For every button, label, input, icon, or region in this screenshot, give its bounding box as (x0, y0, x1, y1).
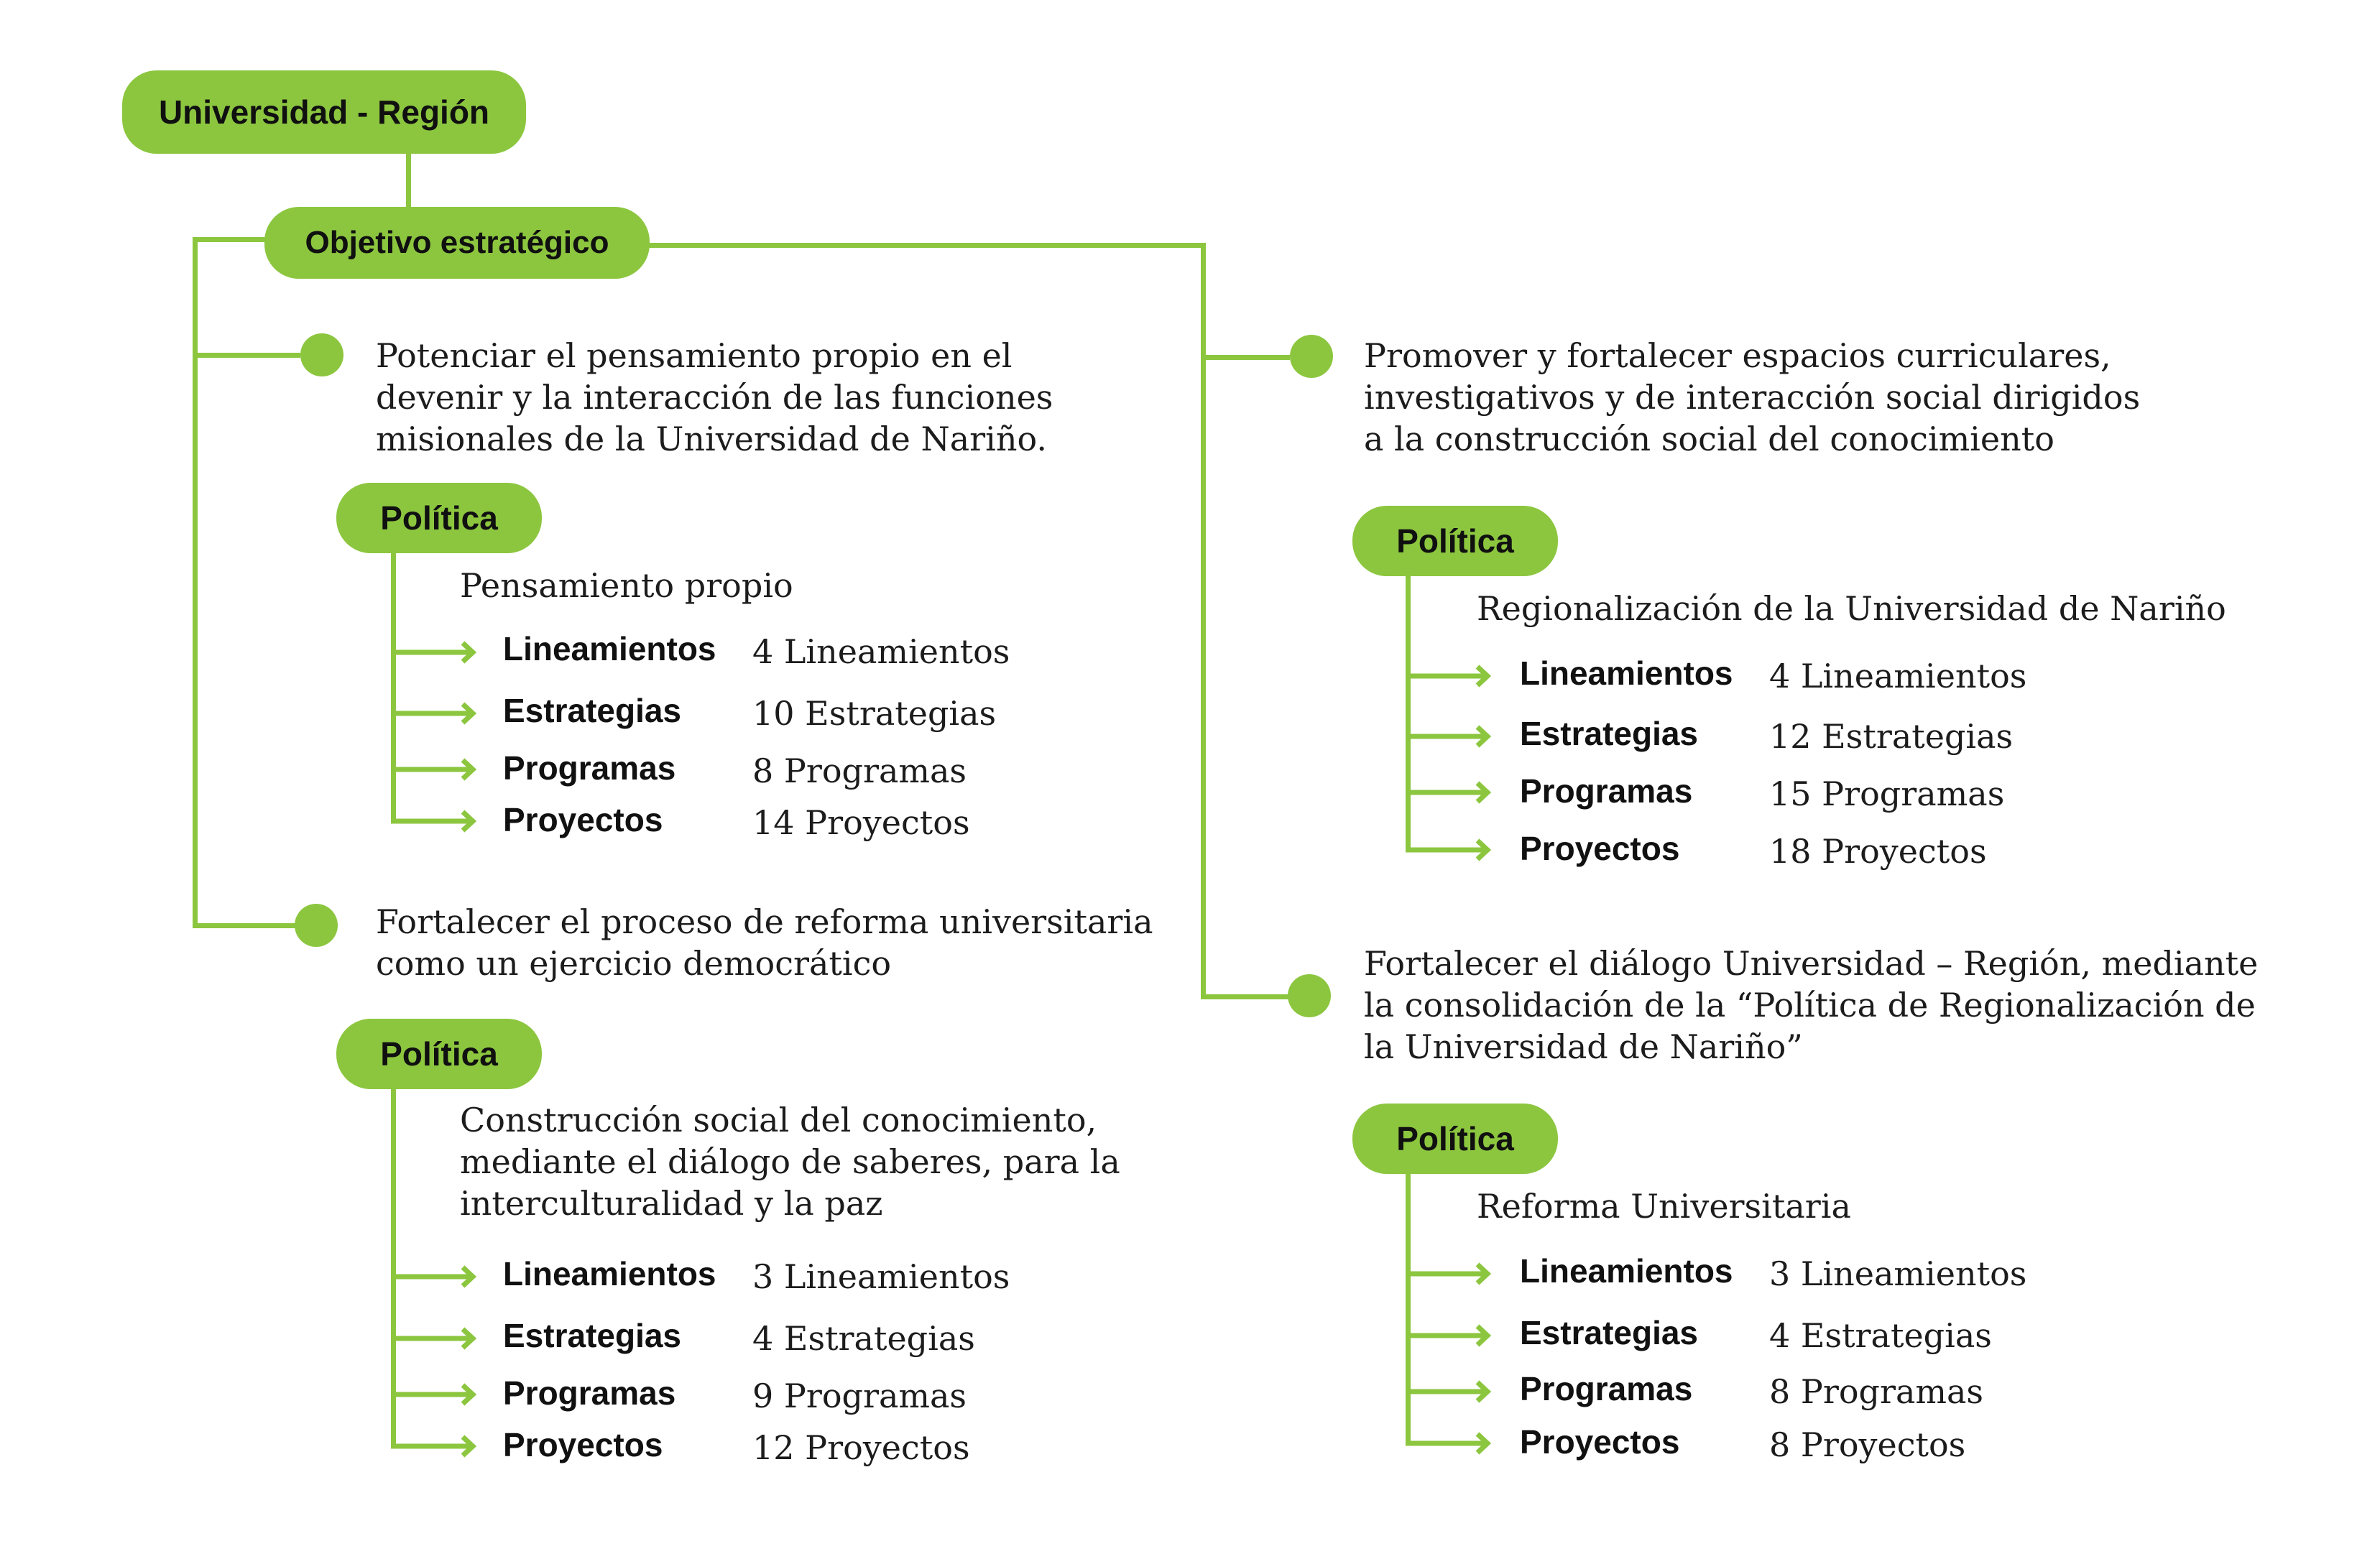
item-value: 12 Estrategias (1769, 717, 2014, 756)
item-label: Estrategias (503, 692, 682, 729)
objective-text-2: Fortalecer el proceso de reforma universitaria como un ejercicio democrático (376, 902, 1153, 983)
item-value: 4 Estrategias (1769, 1316, 1992, 1355)
policy-stem-4 (1406, 1172, 1411, 1445)
arrow-3-1 (1406, 674, 1492, 678)
item-value: 14 Proyectos (752, 803, 970, 842)
item-label: Programas (1520, 772, 1693, 810)
arrow-1-3 (391, 767, 477, 772)
item-value: 3 Lineamientos (1769, 1254, 2027, 1293)
arrow-2-1 (391, 1275, 477, 1279)
arrow-3-4 (1406, 848, 1492, 852)
objective-bullet-2 (295, 904, 338, 947)
arrow-2-4 (391, 1444, 477, 1448)
objective-label: Objetivo estratégico (305, 225, 609, 260)
item-value: 4 Estrategias (752, 1319, 975, 1358)
arrow-1-4 (391, 819, 477, 823)
item-value: 10 Estrategias (752, 694, 997, 733)
item-value: 9 Programas (752, 1377, 967, 1415)
item-label: Proyectos (1520, 830, 1680, 867)
objective-bullet-1 (300, 333, 343, 376)
right-branch-2 (1201, 994, 1290, 999)
arrow-1-1 (391, 650, 477, 654)
left-branch-2 (193, 923, 300, 928)
item-label: Lineamientos (503, 1255, 716, 1292)
root-connector (406, 152, 411, 210)
policy-label-2: Política (380, 1035, 498, 1073)
policy-text-4: Reforma Universitaria (1477, 1187, 1851, 1226)
item-value: 18 Proyectos (1769, 832, 1987, 871)
root-node (122, 70, 526, 154)
objective-text-3: Promover y fortalecer espacios curriculares, investigativos y de interacción social dirigidos a la construcción social del conocimiento (1364, 336, 2141, 458)
policy-text-3: Regionalización de la Universidad de Nariño (1477, 589, 2226, 628)
item-value: 8 Programas (752, 751, 967, 790)
policy-label-1: Política (380, 499, 498, 537)
arrow-4-1 (1406, 1272, 1492, 1276)
arrow-4-2 (1406, 1333, 1492, 1338)
item-label: Proyectos (503, 801, 663, 838)
arrow-1-2 (391, 711, 477, 716)
arrow-4-3 (1406, 1389, 1492, 1394)
right-trunk-top (647, 243, 1206, 248)
objective-node (264, 207, 650, 279)
left-branch-1 (193, 353, 300, 358)
left-trunk (193, 237, 198, 928)
item-label: Estrategias (503, 1317, 682, 1354)
item-label: Lineamientos (503, 630, 716, 667)
objective-text-4: Fortalecer el diálogo Universidad – Región, mediante la consolidación de la “Política de Regionalización de la Universidad de Nariño” (1364, 944, 2259, 1066)
policy-stem-1 (391, 552, 396, 823)
arrow-3-2 (1406, 734, 1492, 739)
item-value: 4 Lineamientos (1769, 657, 2027, 695)
objective-bullet-4 (1288, 974, 1331, 1017)
item-label: Programas (503, 749, 676, 787)
item-value: 3 Lineamientos (752, 1257, 1010, 1296)
item-value: 8 Proyectos (1769, 1425, 1966, 1464)
policy-node-1 (336, 483, 542, 553)
left-trunk-top (193, 237, 267, 242)
item-label: Proyectos (503, 1426, 663, 1463)
objective-text-1: Potenciar el pensamiento propio en el devenir y la interacción de las funciones misionales de la Universidad de Nariño. (376, 336, 1053, 458)
item-label: Estrategias (1520, 715, 1699, 752)
arrow-2-2 (391, 1336, 477, 1341)
item-label: Lineamientos (1520, 1252, 1733, 1290)
policy-text-1: Pensamiento propio (460, 566, 793, 605)
item-label: Lineamientos (1520, 654, 1733, 692)
right-branch-1 (1201, 355, 1290, 360)
item-label: Programas (1520, 1370, 1693, 1407)
policy-text-2: Construcción social del conocimiento, mediante el diálogo de saberes, para la interculturalidad y la paz (460, 1101, 1120, 1223)
item-value: 12 Proyectos (752, 1428, 970, 1467)
item-value: 15 Programas (1769, 774, 2005, 813)
policy-label-4: Política (1396, 1120, 1514, 1157)
policy-stem-3 (1406, 575, 1411, 852)
item-value: 8 Programas (1769, 1372, 1984, 1411)
item-value: 4 Lineamientos (752, 632, 1010, 671)
item-label: Programas (503, 1374, 676, 1412)
policy-node-3 (1352, 506, 1558, 576)
policy-node-4 (1352, 1104, 1558, 1174)
arrow-3-3 (1406, 790, 1492, 795)
item-label: Proyectos (1520, 1423, 1680, 1461)
item-label: Estrategias (1520, 1314, 1699, 1351)
arrow-4-4 (1406, 1441, 1492, 1445)
objective-bullet-3 (1290, 335, 1333, 378)
policy-label-3: Política (1396, 522, 1514, 560)
policy-node-2 (336, 1019, 542, 1089)
root-label: Universidad - Región (158, 93, 490, 131)
arrow-2-3 (391, 1392, 477, 1397)
